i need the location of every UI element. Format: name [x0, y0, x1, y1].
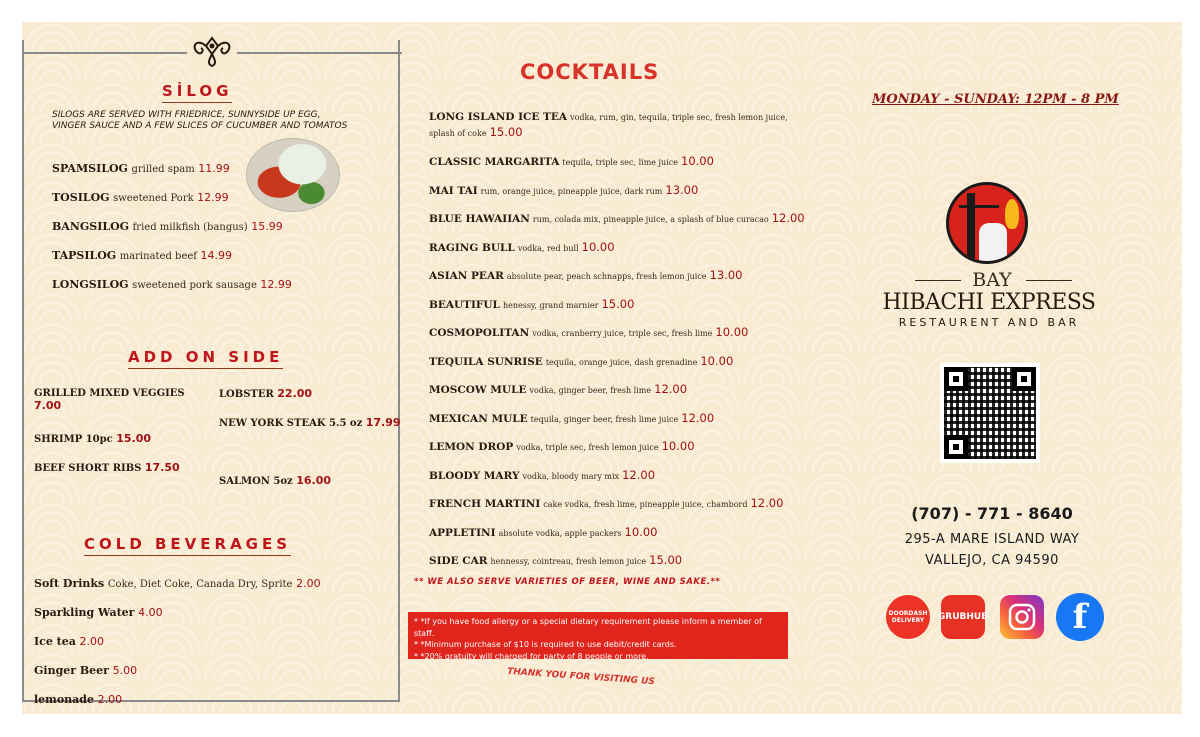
addon-item: SHRIMP 10pc 15.00	[34, 432, 152, 445]
notice-line: * *Minimum purchase of $10 is required to use debit/credit cards.	[414, 640, 677, 649]
notice-line: * *If you have food allergy or a special dietary requirement please inform a member of staff.	[414, 617, 762, 638]
beverage-item: Soft Drinks Coke, Diet Coke, Canada Dry, Sprite 2.00	[34, 577, 321, 590]
qr-code-icon[interactable]	[940, 363, 1040, 463]
ornament-icon	[187, 34, 237, 74]
also-serve-note: ** WE ALSO SERVE VARIETIES OF BEER, WINE AND SAKE.**	[414, 577, 721, 587]
beverage-item: lemonade 2.00	[34, 693, 123, 706]
beverage-item: Ice tea 2.00	[34, 635, 105, 648]
cocktail-item: MEXICAN MULE tequila, ginger beer, fresh lime juice 12.00	[429, 411, 715, 425]
menu-item: TOSILOG sweetened Pork 12.99	[52, 191, 229, 204]
cocktail-item: MAI TAI rum, orange juice, pineapple juice, dark rum 13.00	[429, 183, 699, 197]
brand-top: BAY	[972, 269, 1012, 291]
brand-subtitle: RESTAURENT AND BAR	[898, 316, 1080, 329]
cocktail-item: RAGING BULL vodka, red bull 10.00	[429, 240, 615, 254]
address-line: 295-A MARE ISLAND WAY	[904, 532, 1080, 547]
restaurant-logo-icon	[946, 182, 1028, 264]
divider	[237, 52, 402, 54]
address-line: VALLEJO, CA 94590	[925, 553, 1059, 568]
cocktail-item: LONG ISLAND ICE TEA vodka, rum, gin, tequila, triple sec, fresh lemon juice, splash of coke 15.00	[429, 111, 788, 139]
instagram-icon[interactable]	[1000, 595, 1044, 639]
menu-item: TAPSILOG marinated beef 14.99	[52, 249, 232, 262]
grubhub-label: GRUBHUB	[937, 612, 989, 622]
addon-item: BEEF SHORT RIBS 17.50	[34, 461, 180, 474]
divider	[1026, 280, 1072, 281]
cocktail-item: BEAUTIFUL henessy, grand marnier 15.00	[429, 297, 635, 311]
opening-hours: MONDAY - SUNDAY: 12PM - 8 PM	[872, 92, 1119, 107]
facebook-glyph: f	[1072, 597, 1088, 637]
brand-name: HIBACHI EXPRESS	[882, 290, 1096, 315]
left-panel	[22, 40, 401, 706]
cocktails-title: COCKTAILS	[520, 60, 660, 84]
facebook-icon[interactable]	[1056, 593, 1104, 641]
addon-item: NEW YORK STEAK 5.5 oz 17.99	[219, 416, 401, 429]
cocktail-item: MOSCOW MULE vodka, ginger beer, fresh lime 12.00	[429, 382, 688, 396]
silog-title: SİLOG	[162, 82, 232, 103]
menu-sheet	[22, 22, 1182, 714]
cocktail-item: BLOODY MARY vodka, bloody mary mix 12.00	[429, 468, 656, 482]
notice-line: * *20% gratuity will charged for party of 8 people or more.	[414, 651, 649, 661]
cocktail-item: SIDE CAR hennessy, cointreau, fresh lemon juice 15.00	[429, 553, 683, 567]
cocktail-item: CLASSIC MARGARITA tequila, triple sec, lime juice 10.00	[429, 154, 714, 168]
silog-description: SILOGS ARE SERVED WITH FRIEDRICE, SUNNYSIDE UP EGG, VINGER SAUCE AND A FEW SLICES OF CUCUMBER AND TOMATOS	[52, 110, 348, 131]
divider	[24, 52, 187, 54]
phone-number[interactable]: (707) - 771 - 8640	[911, 504, 1073, 523]
cocktail-item: BLUE HAWAIIAN rum, colada mix, pineapple juice, a splash of blue curacao 12.00	[429, 211, 805, 225]
thank-you-note: THANK YOU FOR VISITING US	[506, 666, 656, 688]
menu-item: BANGSILOG fried milkfish (bangus) 15.99	[52, 220, 283, 233]
addon-item: GRILLED MIXED VEGGIES 7.00	[34, 388, 185, 412]
cocktail-item: COSMOPOLITAN vodka, cranberry juice, triple sec, fresh lime 10.00	[429, 325, 749, 339]
grubhub-icon[interactable]	[937, 595, 989, 639]
policy-notice	[408, 612, 788, 659]
doordash-label: DOORDASH	[888, 610, 928, 617]
cocktail-item: LEMON DROP vodka, triple sec, fresh lemon juice 10.00	[429, 439, 695, 453]
silog-food-image	[246, 138, 340, 212]
cocktail-item: APPLETINI absolute vodka, apple packers 10.00	[429, 525, 658, 539]
doordash-icon[interactable]	[886, 595, 930, 639]
addon-title: ADD ON SIDE	[128, 348, 283, 369]
cocktail-item: FRENCH MARTINI cake vodka, fresh lime, pineapple juice, chambord 12.00	[429, 496, 784, 510]
menu-item: LONGSILOG sweetened pork sausage 12.99	[52, 278, 292, 291]
doordash-sublabel: DELIVERY	[891, 617, 925, 624]
addon-item: LOBSTER 22.00	[219, 387, 313, 400]
beverage-item: Sparkling Water 4.00	[34, 606, 163, 619]
addon-item: SALMON 5oz 16.00	[219, 474, 332, 487]
divider	[915, 280, 961, 281]
menu-item: SPAMSILOG grilled spam 11.99	[52, 162, 230, 175]
cocktail-item: TEQUILA SUNRISE tequila, orange juice, dash grenadine 10.00	[429, 354, 734, 368]
cold-beverages-title: COLD BEVERAGES	[84, 535, 291, 556]
cocktail-item: ASIAN PEAR absolute pear, peach schnapps, fresh lemon juice 13.00	[429, 268, 743, 282]
beverage-item: Ginger Beer 5.00	[34, 664, 138, 677]
